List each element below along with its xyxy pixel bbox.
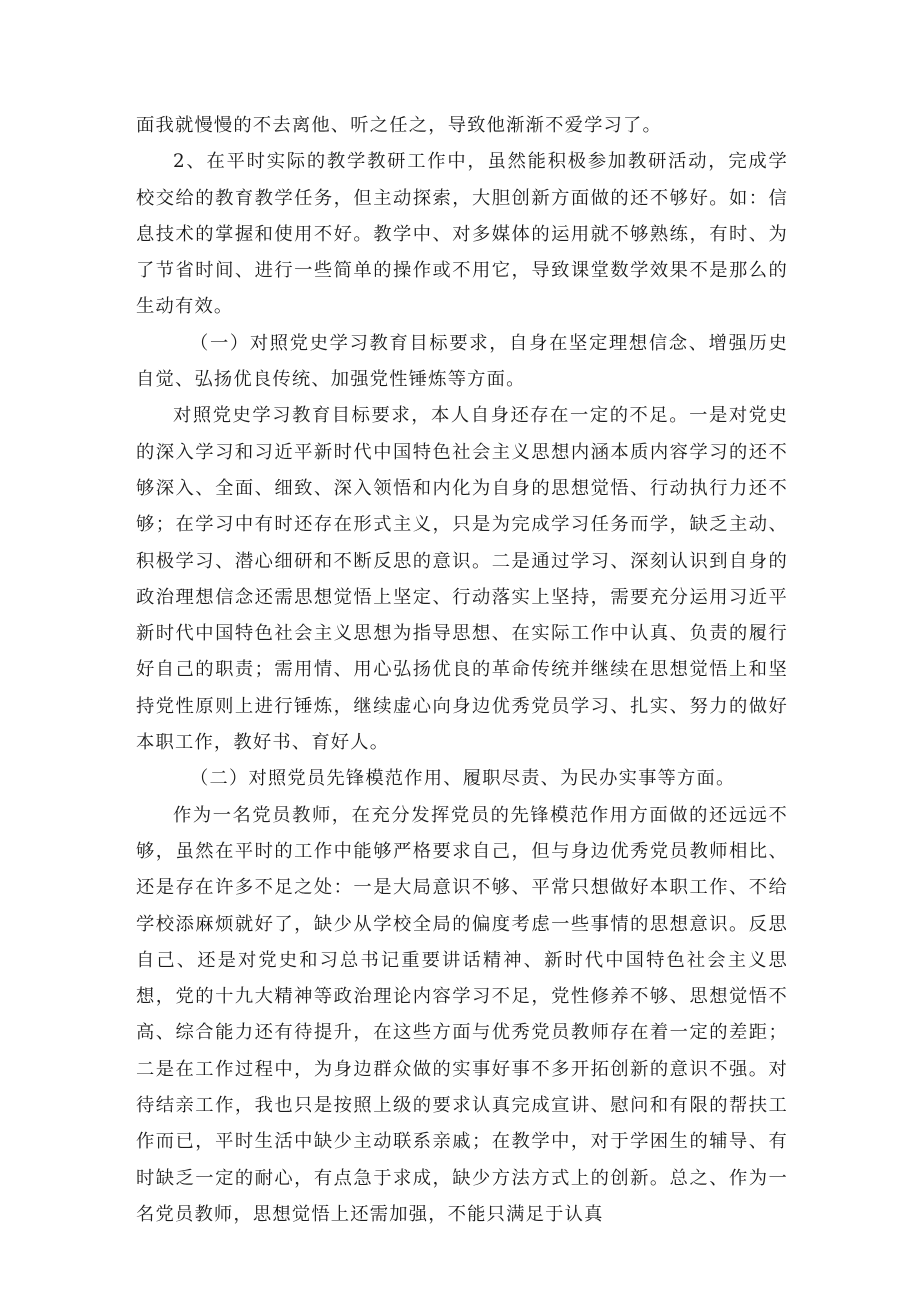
paragraph-section-2-body: 作为一名党员教师，在充分发挥党员的先锋模范作用方面做的还远远不够，虽然在平时的工作中能够严格要求自己，但与身边优秀党员教师相比、还是存在许多不足之处：一是大局意识不够、平常只想做好本职工作、不给学校添麻烦就好了，缺少从学校全局的偏度考虑一些事情的思想意识。反思自己、还是对党史和习总书记重要讲话精神、新时代中国特色社会主义思想，党的十九大精神等政治理论内容学习不足，党性修养不够、思想觉悟不高、综合能力还有待提升，在这些方面与优秀党员教师存在着一定的差距；二是在工作过程中，为身边群众做的实事好事不多开拓创新的意识不强。对待结亲工作，我也只是按照上级的要求认真完成宣讲、慰问和有限的帮扶工作而已，平时生活中缺少主动联系亲戚；在教学中，对于学困生的辅导、有时缺乏一定的耐心，有点急于求成，缺少方法方式上的创新。总之、作为一名党员教师，思想觉悟上还需加强，不能只满足于认真 [136, 804, 788, 1225]
paragraph-continuation: 面我就慢慢的不去离他、听之任之，导致他渐渐不爱学习了。 [136, 115, 662, 136]
paragraph-item-2: 2、在平时实际的教学教研工作中，虽然能积极参加教研活动，完成学校交给的教育教学任务，但主动探索，大胆创新方面做的还不够好。如：信息技术的掌握和使用不好。教学中、对多媒体的运用就不够熟练，有时、为了节省时间、进行一些简单的操作或不用它，导致课堂数学效果不是那么的生动有效。 [136, 151, 788, 318]
section-heading-2: （二）对照党员先锋模范作用、履职尽责、为民办实事等方面。 [190, 768, 736, 790]
section-heading-1: （一）对照党史学习教育目标要求，自身在坚定理想信念、增强历史自觉、弘扬优良传统、加强党性锤炼等方面。 [136, 332, 788, 391]
paragraph-section-1-body: 对照党史学习教育目标要求，本人自身还存在一定的不足。一是对党史的深入学习和习近平新时代中国特色社会主义思想内涵本质内容学习的还不够深入、全面、细致、深入领悟和内化为自身的思想觉悟、行动执行力还不够；在学习中有时还存在形式主义，只是为完成学习任务而学，缺乏主动、积极学习、潜心细研和不断反思的意识。二是通过学习、深刻认识到自身的政治理想信念还需思想觉悟上坚定、行动落实上坚持，需要充分运用习近平新时代中国特色社会主义思想为指导思想、在实际工作中认真、负责的履行好自己的职责；需用情、用心弘扬优良的革命传统并继续在思想觉悟上和坚持党性原则上进行锤炼，继续虚心向身边优秀党员学习、扎实、努力的做好本职工作，教好书、育好人。 [136, 405, 788, 754]
